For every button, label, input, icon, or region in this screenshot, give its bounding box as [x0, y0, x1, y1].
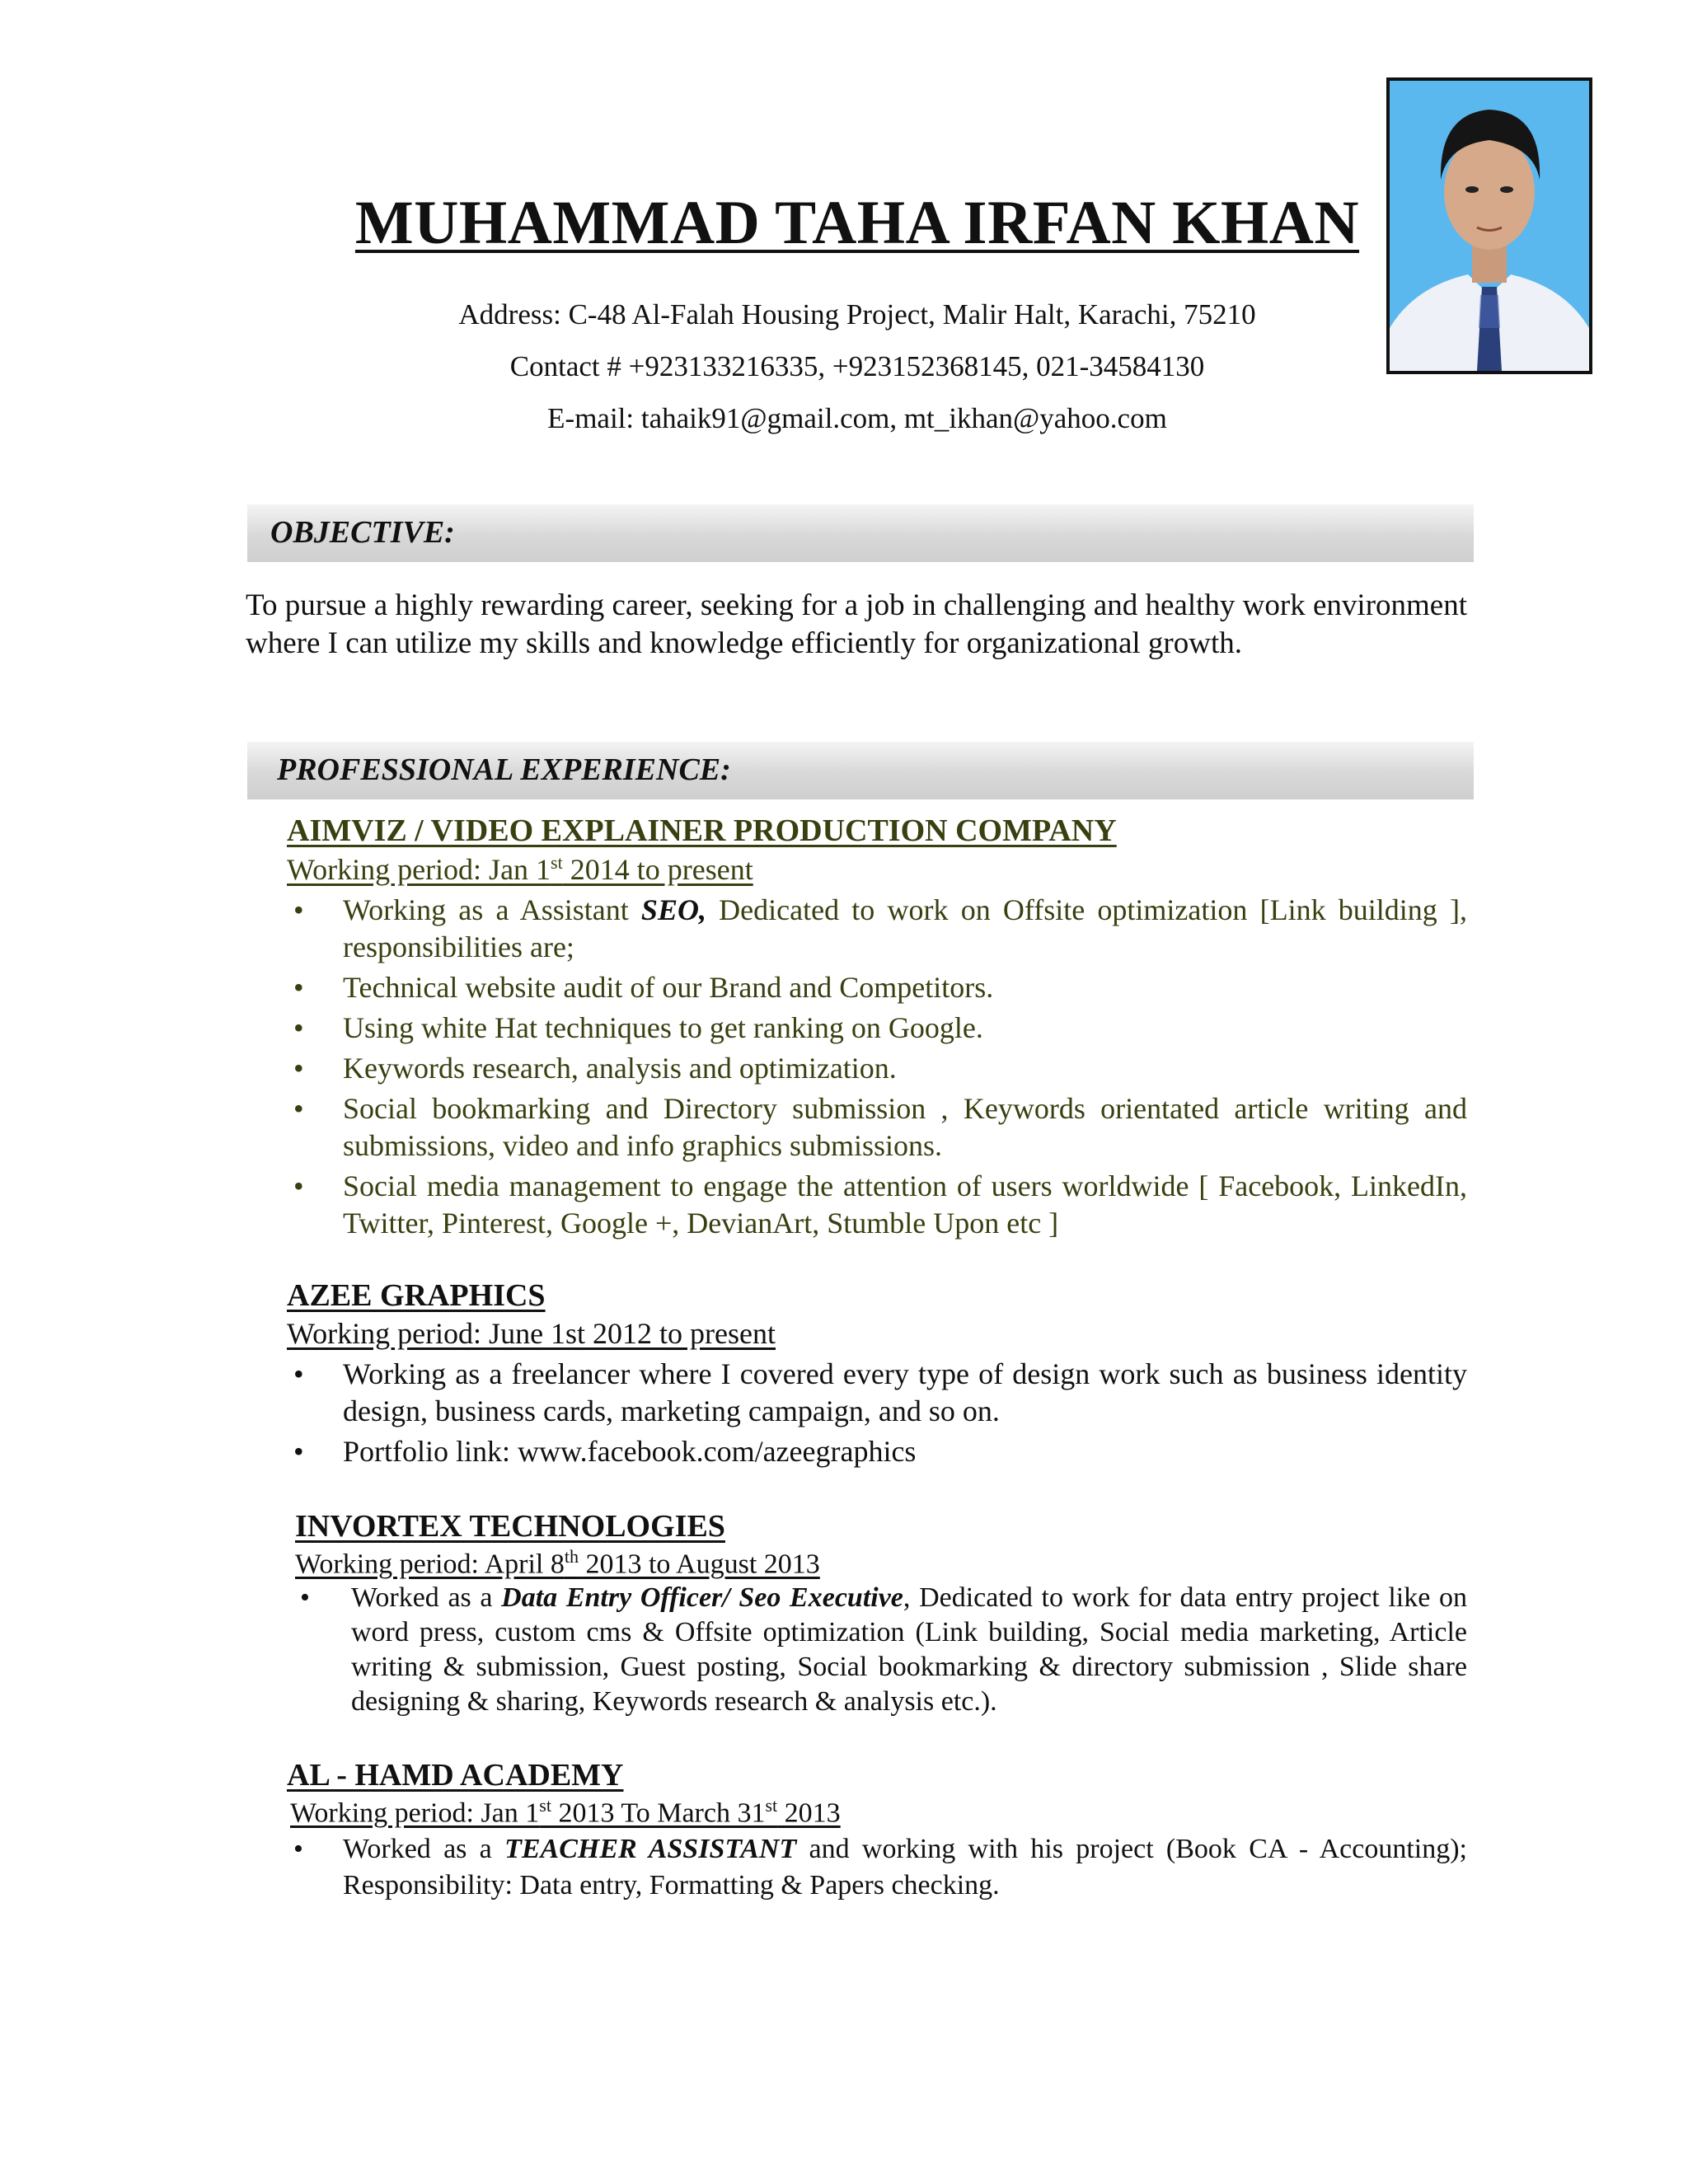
job-bullets	[293, 1356, 1467, 1474]
job-period: Working period: Jan 1st 2014 to present	[287, 852, 753, 886]
job-company: AIMVIZ / VIDEO EXPLAINER PRODUCTION COMPANY	[287, 813, 1117, 848]
list-item: • Keywords research, analysis and optimization.	[293, 1052, 897, 1085]
list-item: • Portfolio link: www.facebook.com/azeegraphics	[293, 1435, 917, 1468]
objective-heading: OBJECTIVE:	[270, 515, 455, 550]
experience-section-bar	[247, 742, 1474, 799]
list-item: • Social bookmarking and Directory submission , Keywords orientated article writing and submissions, video and info graphics submissions.	[293, 1092, 1467, 1162]
contact-line: Contact # +923133216335, +923152368145, 021-34584130	[509, 350, 1205, 382]
list-item: • Technical website audit of our Brand and Competitors.	[293, 971, 994, 1004]
list-item: • Using white Hat techniques to get ranking on Google.	[293, 1011, 983, 1044]
list-item: • Working as a freelancer where I covered every type of design work such as business identity design, business cards, marketing campaign, and so on.	[293, 1357, 1467, 1427]
list-item: • Working as a Assistant SEO, Dedicated to work on Offsite optimization [Link building ], responsibilities are;	[293, 893, 1467, 963]
objective-text: To pursue a highly rewarding career, seeking for a job in challenging and healthy work environment where I can utilize my skills and knowledge efficiently for organizational growth.	[246, 588, 1467, 660]
list-item: • Worked as a TEACHER ASSISTANT and working with his project (Book CA - Accounting); Responsibility: Data entry, Formatting & Papers checking.	[293, 1834, 1467, 1900]
job-period: Working period: June 1st 2012 to present	[287, 1317, 776, 1350]
job-company: AZEE GRAPHICS	[287, 1278, 546, 1313]
list-item: • Social media management to engage the attention of users worldwide [ Facebook, LinkedIn, Twitter, Pinterest, Google +, DevianArt, Stumble Upon etc ]	[293, 1169, 1467, 1240]
job-company: AL - HAMD ACADEMY	[287, 1758, 624, 1793]
job-period: Working period: April 8th 2013 to August 2013	[295, 1546, 820, 1580]
experience-heading: PROFESSIONAL EXPERIENCE:	[277, 752, 731, 787]
address-line: Address: C-48 Al-Falah Housing Project, Malir Halt, Karachi, 75210	[458, 298, 1256, 330]
job-bullets	[293, 892, 1467, 1245]
objective-section-bar	[247, 504, 1474, 562]
list-item: • Worked as a Data Entry Officer/ Seo Executive, Dedicated to work for data entry project like on word press, custom cms & Offsite optimization (Link building, Social media marketing, Article writing & submission, Guest posting, Social bookmarking & directory submission , Slide share designing & sharing, Keywords research & analysis etc.).	[300, 1582, 1467, 1717]
job-bullets	[300, 1581, 1467, 1719]
email-line: E-mail: tahaik91@gmail.com, mt_ikhan@yahoo.com	[547, 402, 1167, 434]
job-bullets	[293, 1831, 1467, 1904]
candidate-name: MUHAMMAD TAHA IRFAN KHAN	[354, 189, 1360, 257]
job-period: Working period: Jan 1st 2013 To March 31st 2013	[290, 1795, 841, 1829]
job-company: INVORTEX TECHNOLOGIES	[295, 1509, 725, 1544]
